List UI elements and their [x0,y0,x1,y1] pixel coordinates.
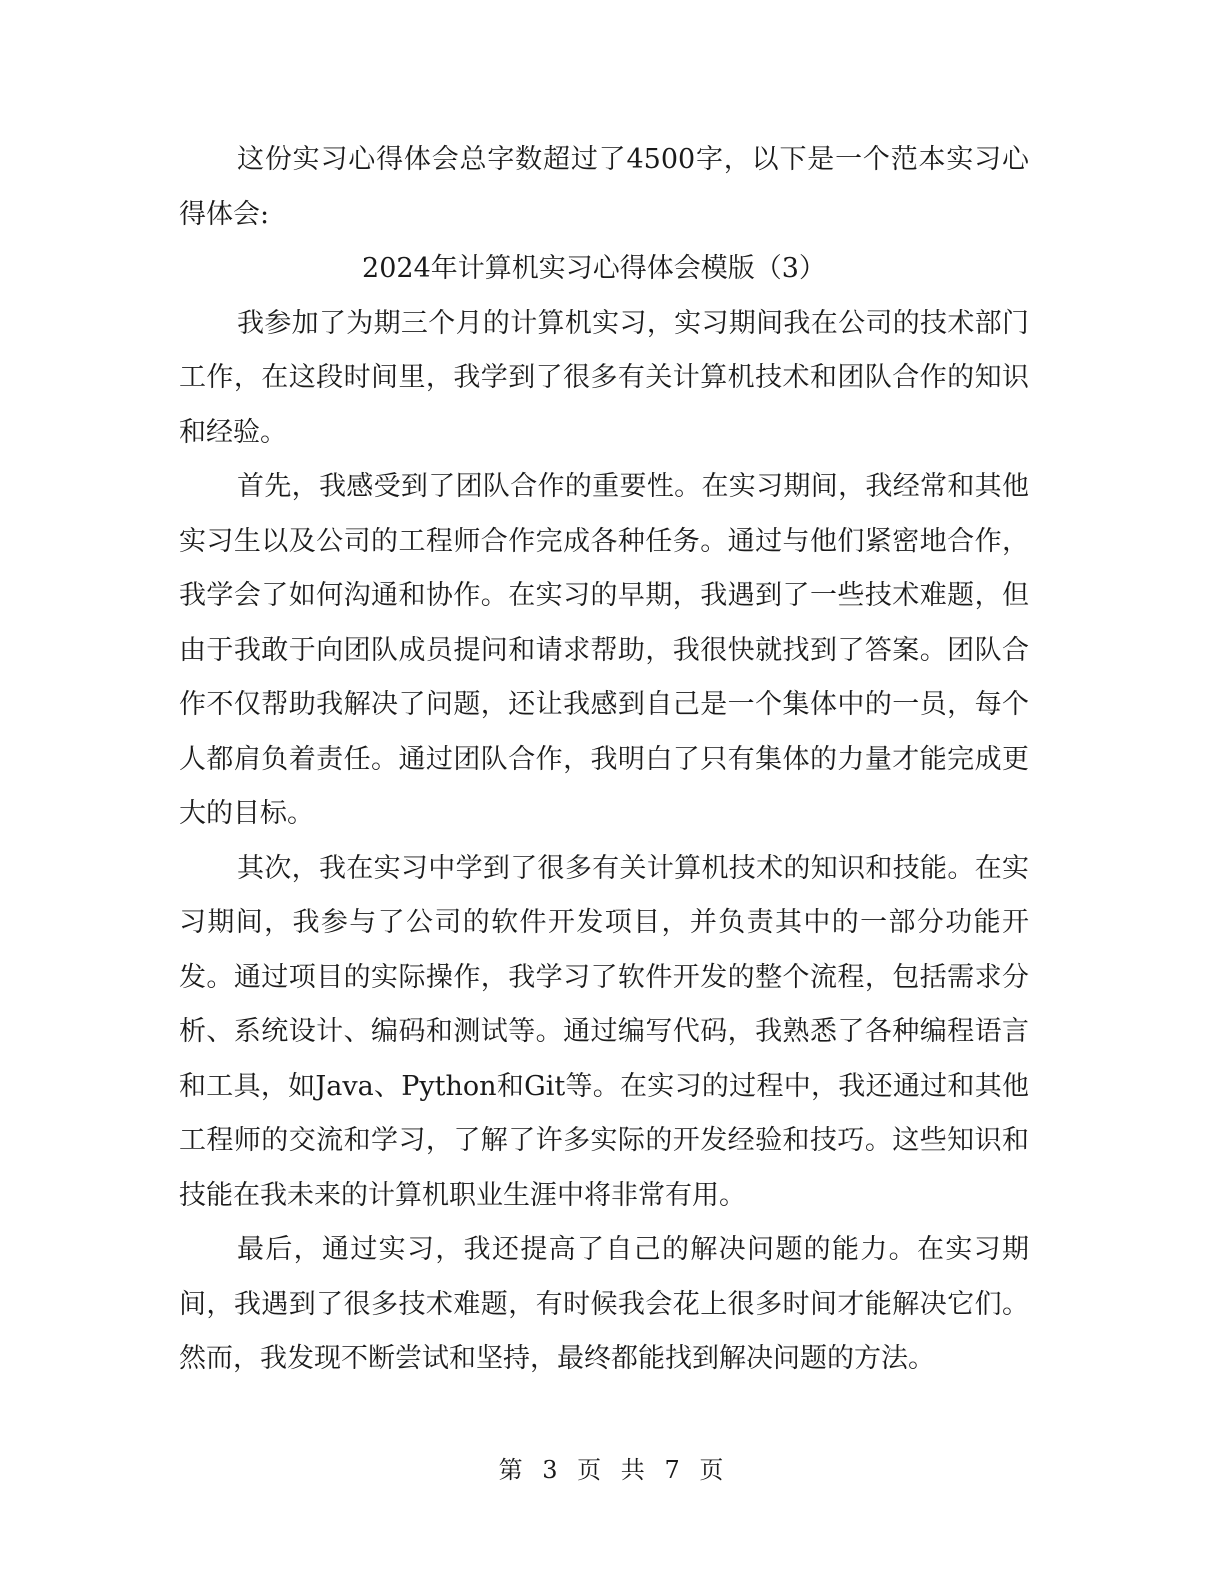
document-body [179,133,1029,1387]
body-paragraph-4: 最后，通过实习，我还提高了自己的解决问题的能力。在实习期间，我遇到了很多技术难题，有时候我会花上很多时间才能解决它们。然而，我发现不断尝试和坚持，最终都能找到解决问题的方法。 [179,1234,1029,1374]
body-paragraph-3: 其次，我在实习中学到了很多有关计算机技术的知识和技能。在实习期间，我参与了公司的软件开发项目，并负责其中的一部分功能开发。通过项目的实际操作，我学习了软件开发的整个流程，包括需求分析、系统设计、编码和测试等。通过编写代码，我熟悉了各种编程语言和工具，如Java、Python和Git等。在实习的过程中，我还通过和其他工程师的交流和学习，了解了许多实际的开发经验和技巧。这些知识和技能在我未来的计算机职业生涯中将非常有用。 [179,852,1029,1211]
body-paragraph-2: 首先，我感受到了团队合作的重要性。在实习期间，我经常和其他实习生以及公司的工程师合作完成各种任务。通过与他们紧密地合作，我学会了如何沟通和协作。在实习的早期，我遇到了一些技术难题，但由于我敢于向团队成员提问和请求帮助，我很快就找到了答案。团队合作不仅帮助我解决了问题，还让我感到自己是一个集体中的一员，每个人都肩负着责任。通过团队合作，我明白了只有集体的力量才能完成更大的目标。 [179,471,1029,829]
page-number-footer: 第 3 页 共 7 页 [498,1456,726,1484]
body-paragraph-1: 我参加了为期三个月的计算机实习，实习期间我在公司的技术部门工作，在这段时间里，我学到了很多有关计算机技术和团队合作的知识和经验。 [179,307,1029,448]
document-title: 2024年计算机实习心得体会模版（3） [362,253,826,284]
intro-paragraph: 这份实习心得体会总字数超过了4500字，以下是一个范本实习心得体会: [179,144,1029,230]
